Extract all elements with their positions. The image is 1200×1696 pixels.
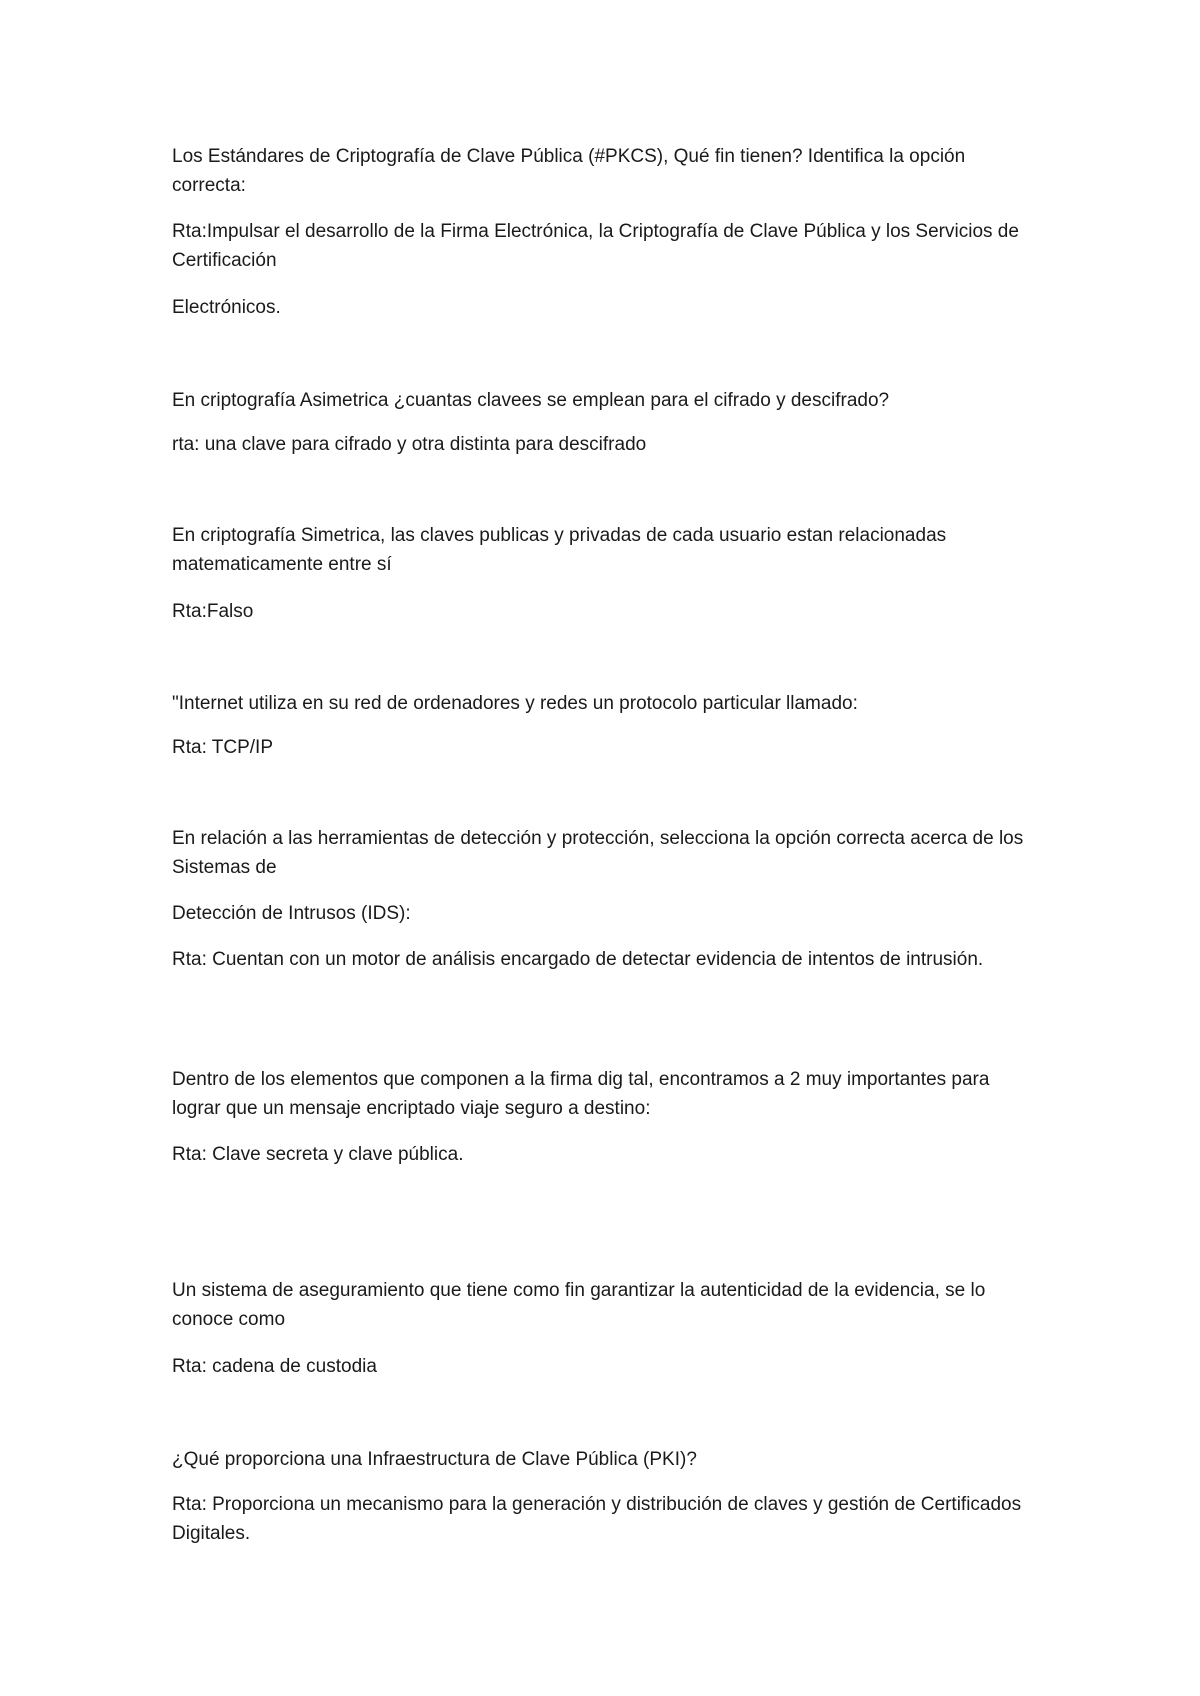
answer-pkcs-continuation: Electrónicos. [172, 297, 281, 318]
question-symmetric: En criptografía Simetrica, las claves publicas y privadas de cada usuario estan relacionadas matematicamente entre sí [172, 525, 947, 575]
answer-asymmetric: rta: una clave para cifrado y otra distinta para descifrado [172, 434, 647, 455]
answer-digital-signature: Rta: Clave secreta y clave pública. [172, 1144, 464, 1165]
question-asymmetric: En criptografía Asimetrica ¿cuantas clavees se emplean para el cifrado y descifrado? [172, 390, 890, 411]
answer-pkcs: Rta:Impulsar el desarrollo de la Firma Electrónica, la Criptografía de Clave Pública y los Servicios de Certificación [172, 221, 1019, 271]
question-pkcs: Los Estándares de Criptografía de Clave Pública (#PKCS), Qué fin tienen? Identifica la opción correcta: [172, 146, 966, 196]
question-pki: ¿Qué proporciona una Infraestructura de Clave Pública (PKI)? [172, 1449, 697, 1470]
answer-chain-of-custody: Rta: cadena de custodia [172, 1356, 377, 1377]
question-digital-signature: Dentro de los elementos que componen a la firma dig tal, encontramos a 2 muy importantes para lograr que un mensaje encriptado viaje seguro a destino: [172, 1069, 990, 1119]
answer-ids: Rta: Cuentan con un motor de análisis encargado de detectar evidencia de intentos de intrusión. [172, 949, 984, 970]
question-chain-of-custody: Un sistema de aseguramiento que tiene como fin garantizar la autenticidad de la evidencia, se lo conoce como [172, 1280, 986, 1330]
question-internet-protocol: "Internet utiliza en su red de ordenadores y redes un protocolo particular llamado: [172, 693, 858, 714]
answer-pki: Rta: Proporciona un mecanismo para la generación y distribución de claves y gestión de Certificados Digitales. [172, 1494, 1022, 1544]
question-ids: En relación a las herramientas de detección y protección, selecciona la opción correcta acerca de los Sistemas de [172, 828, 1024, 878]
answer-internet-protocol: Rta: TCP/IP [172, 737, 274, 758]
question-ids-continuation: Detección de Intrusos (IDS): [172, 903, 411, 924]
answer-symmetric: Rta:Falso [172, 601, 254, 622]
